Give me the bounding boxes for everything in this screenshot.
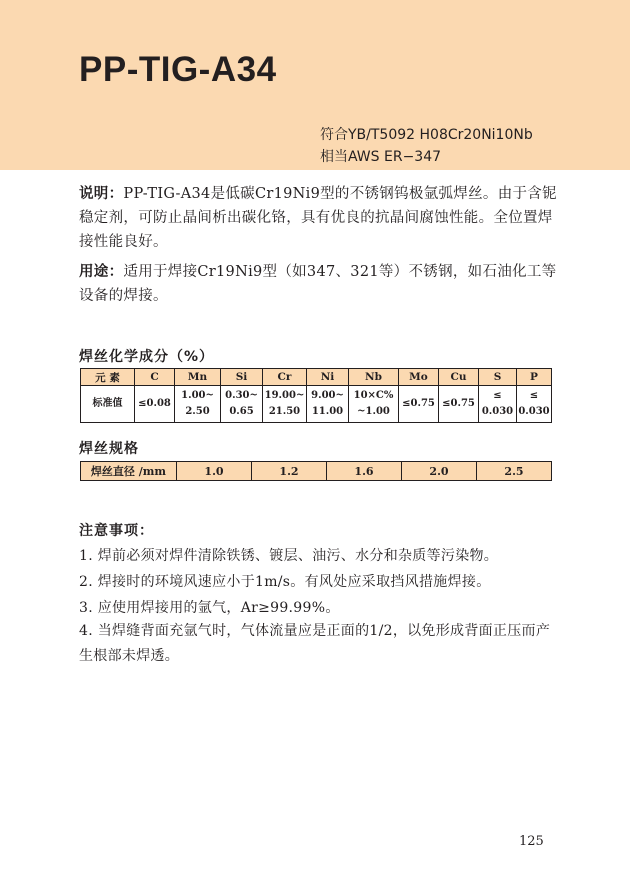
value-cell (221, 386, 263, 423)
value-cell (263, 386, 307, 423)
value-line: 19.00~ (264, 390, 305, 401)
size-cell: 1.2 (252, 462, 327, 481)
chemistry-value-row (81, 386, 552, 423)
page-title: PP-TIG-A34 (79, 50, 277, 89)
description-text: PP-TIG-A34是低碳Cr19Ni9型的不锈钢钨极氩弧焊丝。由于含铌稳定剂，可防止晶间析出碳化铬，具有优良的抗晶间腐蚀性能。全位置焊接性能良好。 (79, 186, 557, 250)
value-cell (307, 386, 349, 423)
value-line: 10×C% (353, 390, 394, 401)
header-cell: Cu (439, 369, 479, 386)
value-cell (517, 386, 552, 423)
value-line: 0.030 (481, 406, 514, 417)
specs-row (81, 462, 552, 481)
header-cell: Si (221, 369, 263, 386)
specs-label: 焊丝直径 /mm (81, 462, 177, 481)
value-cell (479, 386, 517, 423)
usage-text: 适用于焊接Cr19Ni9型（如347、321等）不锈钢，如石油化工等设备的焊接。 (79, 264, 557, 304)
header-cell: C (135, 369, 175, 386)
value-line: 1.00~ (181, 390, 214, 401)
size-cell: 1.6 (327, 462, 402, 481)
note-item: 2. 焊接时的环境风速应小于1m/s。有风处应采取挡风措施焊接。 (79, 574, 491, 590)
value-line: ≤ (529, 390, 539, 401)
note-item: 4. 当焊缝背面充氩气时，气体流量应是正面的1/2，以免形成背面正压而产生根部未焊透。 (79, 623, 551, 664)
value-cell (439, 386, 479, 423)
value-cell (175, 386, 221, 423)
value-line: 0.30~ (225, 390, 258, 401)
value-line: 11.00 (311, 406, 344, 417)
notes-title: 注意事项： (79, 523, 154, 539)
row-label: 标准值 (81, 386, 135, 423)
specs-table (80, 461, 552, 481)
usage-label: 用途： (79, 264, 124, 280)
value-cell (349, 386, 399, 423)
page-number: 125 (519, 834, 544, 849)
specs-title: 焊丝规格 (79, 441, 139, 457)
value-line: ≤0.75 (402, 398, 435, 409)
header-cell: Ni (307, 369, 349, 386)
chemistry-title: 焊丝化学成分（%） (79, 349, 215, 365)
header-cell: Cr (263, 369, 307, 386)
header-cell: Nb (349, 369, 399, 386)
chemistry-header-row (81, 369, 552, 386)
header-cell: 元 素 (81, 369, 135, 386)
note-item: 1. 焊前必须对焊件清除铁锈、镀层、油污、水分和杂质等污染物。 (79, 548, 499, 564)
header-cell: Mn (175, 369, 221, 386)
value-line: ≤ (493, 390, 502, 401)
usage-paragraph (79, 260, 559, 308)
standard-yb: 符合YB/T5092 H08Cr20Ni10Nb (320, 127, 533, 143)
value-line: 0.65 (229, 406, 254, 417)
value-line: 21.50 (268, 406, 301, 417)
value-cell (399, 386, 439, 423)
value-line: 2.50 (185, 406, 210, 417)
value-line: ≤0.75 (442, 398, 475, 409)
header-cell: Mo (399, 369, 439, 386)
size-cell: 2.5 (477, 462, 552, 481)
size-cell: 2.0 (402, 462, 477, 481)
standards-block (320, 124, 533, 168)
size-cell: 1.0 (177, 462, 252, 481)
note-item: 3. 应使用焊接用的氩气，Ar≥99.99%。 (79, 600, 340, 616)
chemistry-table (80, 368, 552, 423)
description-paragraph (79, 182, 559, 254)
header-cell: S (479, 369, 517, 386)
header-cell: P (517, 369, 552, 386)
value-line: 0.030 (518, 406, 550, 417)
standard-aws: 相当AWS ER−347 (320, 149, 442, 165)
header-band (0, 0, 630, 170)
value-cell (135, 386, 175, 423)
value-line: ~1.00 (357, 406, 390, 417)
value-line: 9.00~ (311, 390, 344, 401)
value-line: ≤0.08 (138, 398, 171, 409)
description-label: 说明： (79, 186, 124, 202)
